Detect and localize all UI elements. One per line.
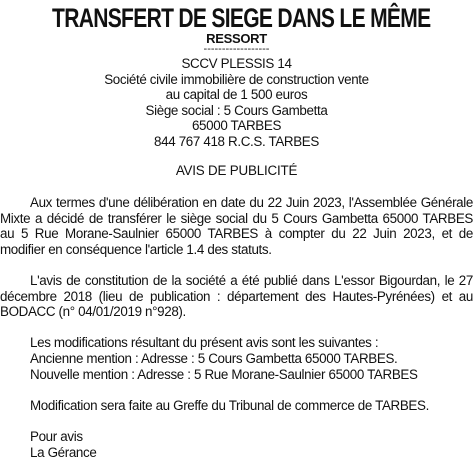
old-mention: Ancienne mention : Adresse : 5 Cours Gambetta 65000 TARBES. [30,350,398,366]
new-mention: Nouvelle mention : Adresse : 5 Rue Morane-Saulnier 65000 TARBES [30,366,418,382]
notice-title: TRANSFERT DE SIEGE DANS LE MÊME [52,3,431,33]
modifications-block [0,335,473,382]
paragraph-constitution: L'avis de constitution de la société a été publié dans L'essor Bigourdan, le 27 décembre 2018 (lieu de publication : département des Hautes-Pyrénées) et au BODACC (n° 04/01/2019 n°928). [0,272,473,320]
paragraph-resolution: Aux termes d'une délibération en date du 22 Juin 2023, l'Assemblée Générale Mixte a décidé de transférer le siège social du 5 Cours Gambetta 65000 TARBES au 5 Rue Morane-Saulnier 65000 TARBES à compter du 22 Juin 2023, et de modifier en conséquence l'article 1.4 des statuts. [0,195,473,257]
company-registration: 844 767 418 R.C.S. TARBES [154,133,319,149]
filing-block [0,398,473,414]
notice-body [0,195,473,476]
company-block [0,56,473,150]
closing-signature: La Gérance [30,444,97,460]
modifications-intro: Les modifications résultant du présent avis sont les suivantes : [30,335,379,351]
company-city: 65000 TARBES [191,118,282,134]
notice-subtitle: RESSORT [206,31,267,46]
company-capital: au capital de 1 500 euros [165,87,308,103]
closing-block [0,429,473,460]
closing-line-1: Pour avis [30,428,83,444]
notice-heading: AVIS DE PUBLICITÉ [175,163,298,178]
filing-statement: Modification sera faite au Greffe du Tribunal de commerce de TARBES. [30,397,429,413]
company-name: SCCV PLESSIS 14 [181,56,292,71]
separator-rule: ------------------ [203,43,270,55]
company-seat: Siège social : 5 Cours Gambetta [145,102,328,118]
company-form: Société civile immobilière de construction vente [104,71,369,87]
